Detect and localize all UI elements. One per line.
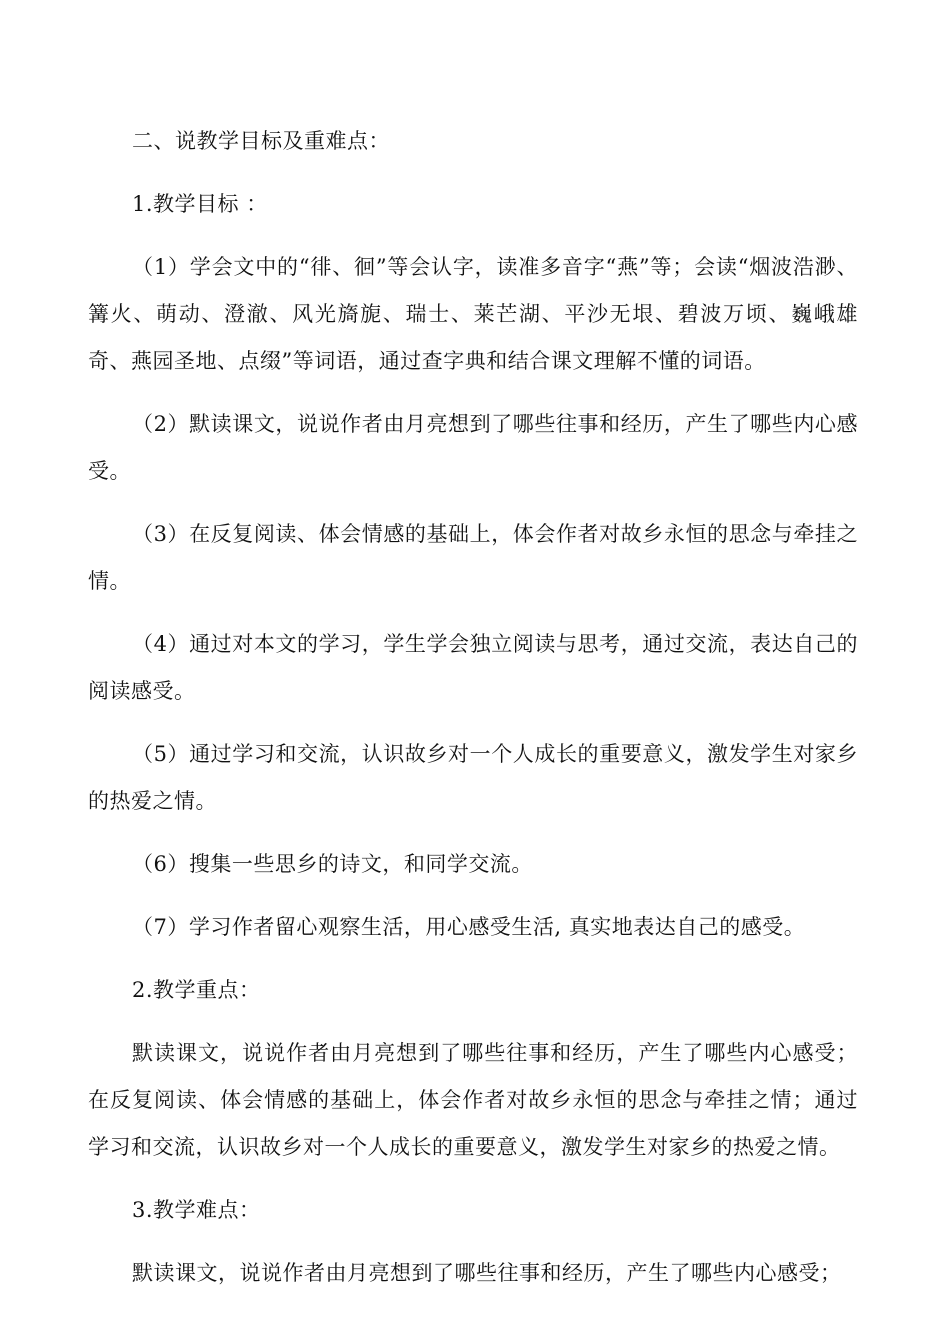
goal-item-7: （7）学习作者留心观察生活，用心感受生活, 真实地表达自己的感受。 [132,915,806,939]
goal-item-3: （3）在反复阅读、体会情感的基础上，体会作者对故乡永恒的思念与牵挂之情。 [88,522,858,593]
difficult-points-text: 默读课文，说说作者由月亮想到了哪些往事和经历，产生了哪些内心感受； [132,1261,842,1285]
goal-item-1: （1）学会文中的“徘、徊”等会认字，读准多音字“燕”等；会读“烟波浩渺、篝火、萌动、澄澈、风光旖旎、瑞士、莱芒湖、平沙无垠、碧波万顷、巍峨雄奇、燕园圣地、点缀”等词语，通过查字典和结合课文理解不懂的词语。 [88,255,858,373]
goal-item-5: （5）通过学习和交流，认识故乡对一个人成长的重要意义，激发学生对家乡的热爱之情。 [88,742,858,813]
section-heading: 二、说教学目标及重难点： [132,129,390,153]
goal-item-2: （2）默读课文，说说作者由月亮想到了哪些往事和经历，产生了哪些内心感受。 [88,412,858,483]
goals-heading: 1.教学目标 ： [132,192,268,216]
key-points-heading: 2.教学重点： [132,978,261,1002]
goal-item-4: （4）通过对本文的学习，学生学会独立阅读与思考，通过交流，表达自己的阅读感受。 [88,632,858,703]
difficult-points-heading: 3.教学难点： [132,1198,261,1222]
key-points-text: 默读课文，说说作者由月亮想到了哪些往事和经历，产生了哪些内心感受；在反复阅读、体会情感的基础上，体会作者对故乡永恒的思念与牵挂之情；通过学习和交流，认识故乡对一个人成长的重要意义，激发学生对家乡的热爱之情。 [88,1041,858,1159]
goal-item-6: （6）搜集一些思乡的诗文，和同学交流。 [132,852,533,876]
document-body [88,118,858,1313]
